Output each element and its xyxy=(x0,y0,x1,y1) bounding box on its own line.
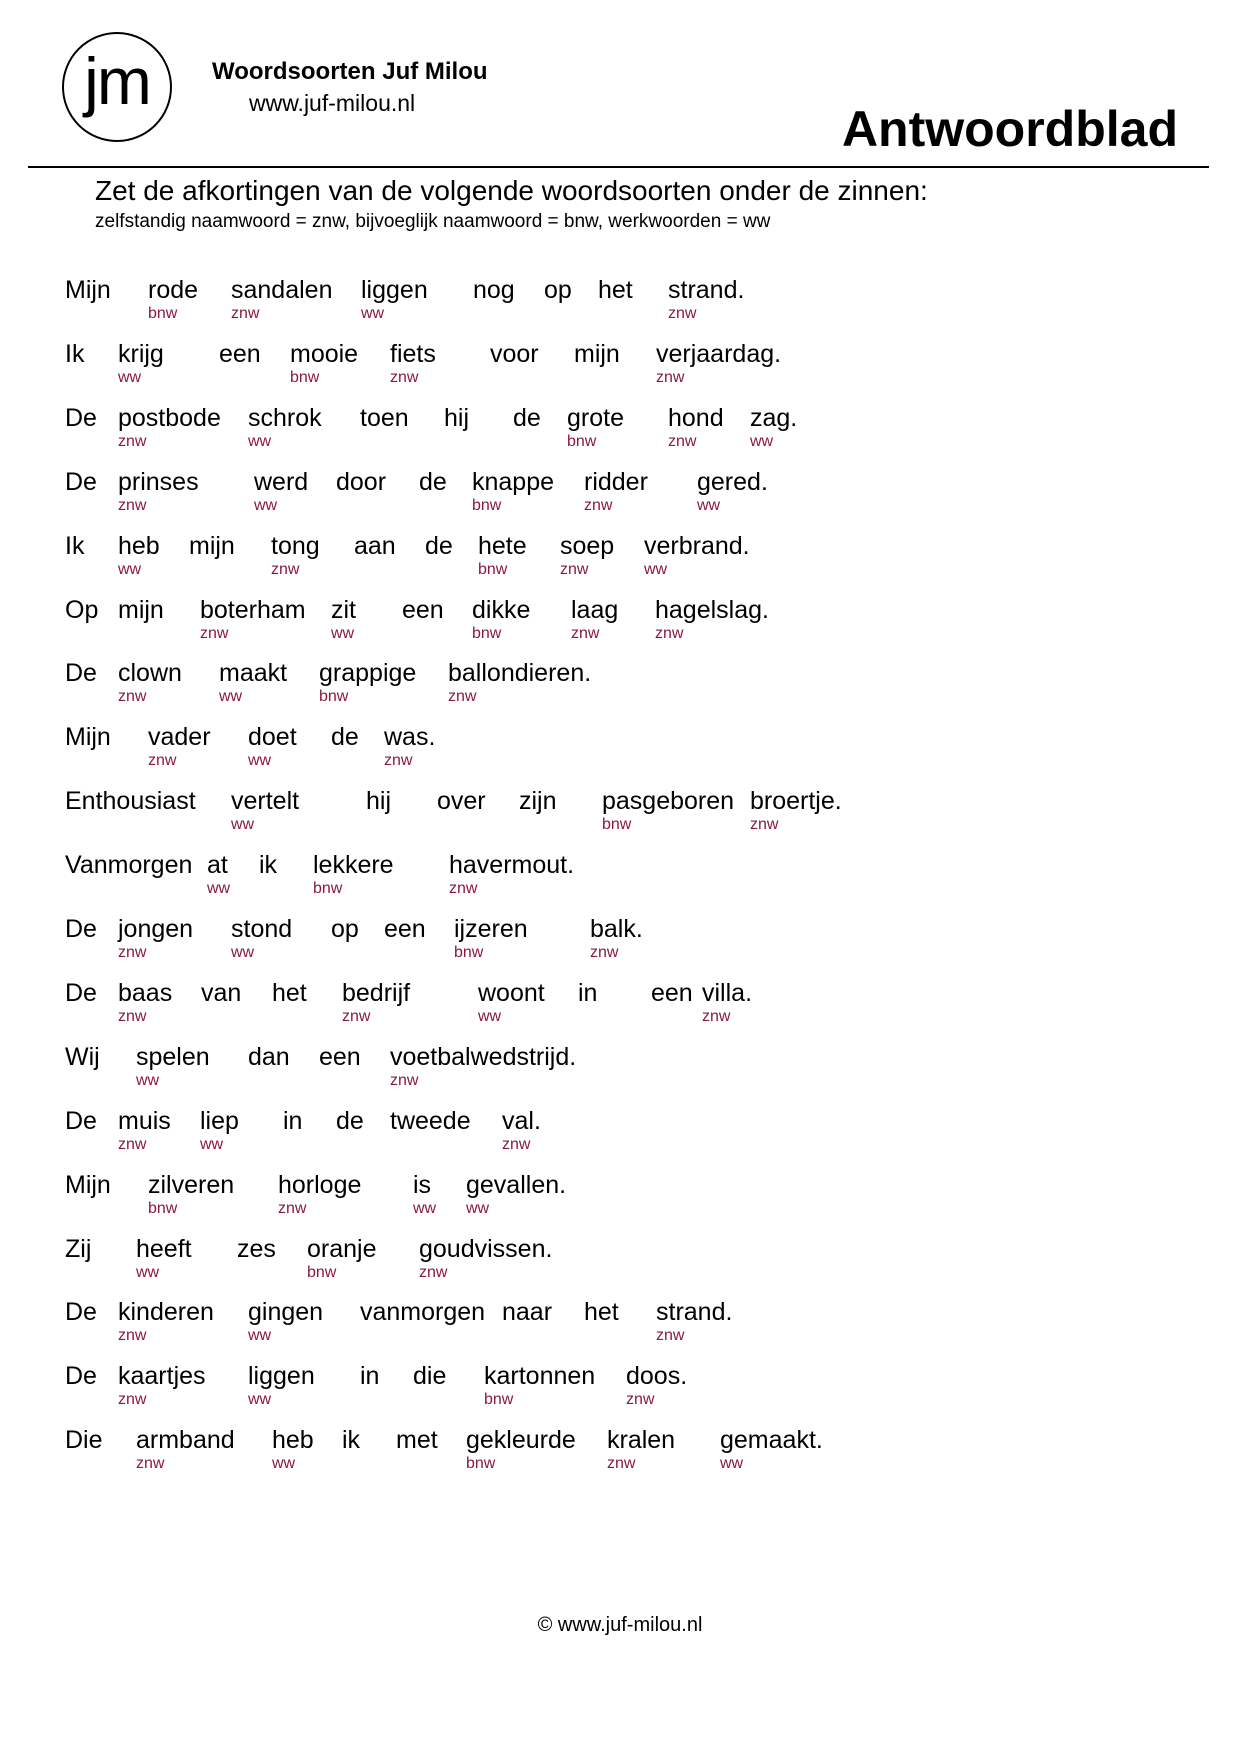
sentence-word: kaartjes xyxy=(118,1362,206,1391)
sentence-word: grappige xyxy=(319,659,417,688)
sentence-word: pasgeboren xyxy=(602,787,735,816)
sentence-word: krijg xyxy=(118,339,164,368)
sentence-word: maakt xyxy=(219,659,288,688)
word-type-answer: bnw xyxy=(148,1199,178,1217)
sentence-word: postbode xyxy=(118,403,221,432)
sentence-word: De xyxy=(65,1298,97,1327)
word-type-answer: bnw xyxy=(567,432,597,450)
sentence-word: door xyxy=(336,467,387,496)
sentence-word: gekleurde xyxy=(466,1426,576,1455)
sentence-word: een xyxy=(384,915,426,943)
sentence-word: verbrand. xyxy=(644,531,750,560)
word-type-answer: znw xyxy=(118,1327,147,1345)
sentence-word: ik xyxy=(259,851,278,880)
sentence-word: mijn xyxy=(574,339,620,368)
sentence-word: laag xyxy=(571,595,619,624)
word-type-answer: ww xyxy=(248,1391,272,1409)
logo-text: jm xyxy=(84,44,150,118)
sentence-word: prinses xyxy=(118,467,199,496)
sentence-word: liep xyxy=(200,1106,239,1135)
sentence-word: ballondieren. xyxy=(448,659,592,688)
word-type-answer: znw xyxy=(668,432,697,450)
sentence-word: stond xyxy=(231,915,293,943)
sentence-word: lekkere xyxy=(313,851,394,880)
word-type-answer: znw xyxy=(118,688,147,706)
word-type-answer: znw xyxy=(118,1007,147,1025)
sheet-title: Antwoordblad xyxy=(841,101,1178,157)
sentence-word: heeft xyxy=(136,1234,192,1263)
sentence-word: jongen xyxy=(118,915,194,943)
sentence-word: op xyxy=(544,276,572,304)
sentence-word: het xyxy=(272,978,307,1007)
sentence-word: het xyxy=(598,276,633,304)
sentence-word: woont xyxy=(478,978,545,1007)
sentence-word: muis xyxy=(118,1106,171,1135)
sentence-word: spelen xyxy=(136,1042,210,1071)
sentence-word: werd xyxy=(254,467,309,496)
word-type-answer: ww xyxy=(118,368,142,386)
word-type-answer: znw xyxy=(448,688,477,706)
word-type-answer: ww xyxy=(136,1071,160,1089)
sentence-word: kinderen xyxy=(118,1298,214,1327)
word-type-answer: znw xyxy=(656,368,685,386)
word-type-answer: ww xyxy=(207,880,231,898)
word-type-answer: znw xyxy=(118,432,147,450)
sentence-word: vader xyxy=(148,723,211,752)
sentence-word: sandalen xyxy=(231,276,333,304)
word-type-answer: znw xyxy=(271,560,300,578)
word-type-answer: ww xyxy=(118,560,142,578)
sentence-word: verjaardag. xyxy=(656,339,782,368)
sentence-word: het xyxy=(584,1298,619,1327)
word-type-answer: bnw xyxy=(472,496,502,514)
header-divider xyxy=(28,166,1209,168)
sentence-word: was. xyxy=(384,723,436,752)
word-type-answer: ww xyxy=(231,944,255,961)
sentence-word: tong xyxy=(271,531,320,560)
sentence-word: horloge xyxy=(278,1170,362,1199)
word-type-answer: znw xyxy=(571,624,600,642)
word-type-answer: znw xyxy=(590,944,619,961)
sentence-word: zilveren xyxy=(148,1170,235,1199)
word-type-answer: znw xyxy=(148,752,177,770)
sentence-word: rode xyxy=(148,276,199,304)
sentence-word: dikke xyxy=(472,595,531,624)
sentence-word: ijzeren xyxy=(454,915,528,943)
sentence-word: Mijn xyxy=(65,1170,111,1199)
word-type-answer: znw xyxy=(419,1263,448,1281)
sentence-word: voor xyxy=(490,339,539,368)
sentence-word: De xyxy=(65,1362,97,1391)
sentence-word: ik xyxy=(342,1426,361,1455)
word-type-answer: bnw xyxy=(313,880,343,898)
sentence-word: De xyxy=(65,1106,97,1135)
sentence-word: over xyxy=(437,787,486,816)
sentence-word: havermout. xyxy=(449,851,575,880)
word-type-answer: znw xyxy=(278,1199,307,1217)
sentence-word: in xyxy=(283,1106,303,1135)
sentence-word: hij xyxy=(444,403,470,432)
word-type-answer: ww xyxy=(254,496,278,514)
word-type-answer: ww xyxy=(248,752,272,770)
word-type-answer: znw xyxy=(626,1391,655,1409)
word-type-answer: ww xyxy=(644,560,668,578)
sentence-word: soep xyxy=(560,531,615,560)
word-type-answer: bnw xyxy=(478,560,508,578)
sentence-word: dan xyxy=(248,1042,290,1071)
sentence-word: gingen xyxy=(248,1298,324,1327)
word-type-answer: znw xyxy=(231,305,260,322)
sentence-word: in xyxy=(360,1362,380,1391)
sentence-word: heb xyxy=(118,531,160,560)
sentence-word: in xyxy=(578,978,598,1007)
word-type-answer: znw xyxy=(118,1135,147,1153)
sentence-word: van xyxy=(201,978,242,1007)
word-type-answer: znw xyxy=(655,624,684,642)
word-type-answer: bnw xyxy=(466,1455,496,1473)
word-type-answer: znw xyxy=(584,496,613,514)
sentence-word: de xyxy=(513,403,541,432)
sentence-word: boterham xyxy=(200,595,306,624)
word-type-answer: ww xyxy=(750,432,774,450)
sentence-word: met xyxy=(396,1426,438,1455)
word-type-answer: ww xyxy=(720,1455,744,1473)
sentence-word: De xyxy=(65,467,97,496)
sentence-word: zit xyxy=(331,595,356,624)
sentence-word: doos. xyxy=(626,1362,688,1391)
sentence-word: de xyxy=(425,531,453,560)
word-type-answer: znw xyxy=(656,1327,685,1345)
sentence-word: zijn xyxy=(519,787,557,816)
sentence-word: hond xyxy=(668,403,724,432)
sentence-word: vertelt xyxy=(231,787,300,816)
word-type-answer: ww xyxy=(466,1199,490,1217)
word-type-answer: bnw xyxy=(484,1391,514,1409)
word-type-answer: znw xyxy=(118,1391,147,1409)
legend: zelfstandig naamwoord = znw, bijvoeglijk naamwoord = bnw, werkwoorden = ww xyxy=(95,211,771,232)
sentence-word: at xyxy=(207,851,228,880)
word-type-answer: znw xyxy=(118,944,147,961)
instruction: Zet de afkortingen van de volgende woordsoorten onder de zinnen: xyxy=(95,175,928,206)
sentence-word: strand. xyxy=(656,1298,733,1327)
sentence-word: oranje xyxy=(307,1234,377,1263)
sentence-word: doet xyxy=(248,723,297,752)
sentence-word: zes xyxy=(237,1234,276,1263)
sentence-word: hij xyxy=(366,787,392,816)
sentence-word: aan xyxy=(354,531,396,560)
sentence-word: Vanmorgen xyxy=(65,851,193,880)
word-type-answer: znw xyxy=(560,560,589,578)
sentence-word: een xyxy=(651,978,693,1007)
word-type-answer: ww xyxy=(248,432,272,450)
word-type-answer: ww xyxy=(413,1199,437,1217)
sentence-word: de xyxy=(331,723,359,752)
word-type-answer: znw xyxy=(668,305,697,322)
sentence-word: Ik xyxy=(65,339,85,368)
sentence-word: hete xyxy=(478,531,527,560)
sentence-word: De xyxy=(65,978,97,1007)
sentence-word: naar xyxy=(502,1298,553,1327)
word-type-answer: znw xyxy=(390,1071,419,1089)
sentence-word: tweede xyxy=(390,1106,471,1135)
sentence-word: armband xyxy=(136,1426,235,1455)
sentence-word: Wij xyxy=(65,1042,100,1071)
word-type-answer: znw xyxy=(200,624,229,642)
word-type-answer: ww xyxy=(478,1007,502,1025)
sentence-word: Mijn xyxy=(65,276,111,304)
sentence-word: die xyxy=(413,1362,447,1391)
word-type-answer: znw xyxy=(384,752,413,770)
sentence-word: een xyxy=(402,595,444,624)
website-link[interactable]: www.juf-milou.nl xyxy=(249,90,416,116)
sentence-word: nog xyxy=(473,276,515,304)
sentence-word: val. xyxy=(502,1106,541,1135)
sentence-word: Mijn xyxy=(65,723,111,752)
word-type-answer: znw xyxy=(390,368,419,386)
brand-name: Woordsoorten Juf Milou xyxy=(212,58,488,85)
sentence-word: grote xyxy=(567,403,624,432)
word-type-answer: znw xyxy=(750,816,779,834)
word-type-answer: bnw xyxy=(602,816,632,834)
sentence-word: liggen xyxy=(361,276,428,304)
footer-copyright: © www.juf-milou.nl xyxy=(537,1614,703,1636)
word-type-answer: ww xyxy=(331,624,355,642)
sentence-word: mijn xyxy=(189,531,235,560)
word-type-answer: bnw xyxy=(472,624,502,642)
sentence-word: knappe xyxy=(472,467,555,496)
word-type-answer: ww xyxy=(136,1263,160,1281)
sentence-word: een xyxy=(319,1042,361,1071)
sentence-word: clown xyxy=(118,659,182,688)
word-type-answer: ww xyxy=(219,688,243,706)
word-type-answer: bnw xyxy=(148,305,178,322)
word-type-answer: ww xyxy=(272,1455,296,1473)
sentence-word: Die xyxy=(65,1426,103,1455)
sentence-word: een xyxy=(219,339,261,368)
sentence-word: broertje. xyxy=(750,787,842,816)
word-type-answer: znw xyxy=(449,880,478,898)
word-type-answer: ww xyxy=(200,1135,224,1153)
sentence-word: zag. xyxy=(750,403,798,432)
sentence-word: fiets xyxy=(390,339,436,368)
word-type-answer: ww xyxy=(231,816,255,834)
sentence-word: strand. xyxy=(668,276,745,304)
sentence-word: op xyxy=(331,915,359,943)
sentence-word: kartonnen xyxy=(484,1362,596,1391)
sentence-word: schrok xyxy=(248,403,322,432)
sentence-word: Ik xyxy=(65,531,85,560)
word-type-answer: znw xyxy=(118,496,147,514)
word-type-answer: bnw xyxy=(307,1263,337,1281)
sentence-word: De xyxy=(65,403,97,432)
word-type-answer: znw xyxy=(342,1007,371,1025)
sentence-word: Zij xyxy=(65,1234,92,1263)
sentence-word: bedrijf xyxy=(342,978,411,1007)
sentence-word: kralen xyxy=(607,1426,676,1455)
sentence-word: De xyxy=(65,915,97,943)
sentence-word: voetbalwedstrijd. xyxy=(390,1042,577,1071)
word-type-answer: znw xyxy=(702,1007,731,1025)
word-type-answer: bnw xyxy=(454,944,484,961)
sentence-word: balk. xyxy=(590,915,643,943)
word-type-answer: bnw xyxy=(290,368,320,386)
sentence-word: is xyxy=(413,1170,432,1199)
sentence-word: baas xyxy=(118,978,173,1007)
sentence-word: villa. xyxy=(702,978,753,1007)
word-type-answer: znw xyxy=(136,1455,165,1473)
logo xyxy=(62,32,172,142)
sentence-word: De xyxy=(65,659,97,688)
sentence-word: de xyxy=(419,467,447,496)
word-type-answer: bnw xyxy=(319,688,349,706)
sentence-word: ridder xyxy=(584,467,648,496)
sentence-word: mijn xyxy=(118,595,164,624)
sentence-word: gemaakt. xyxy=(720,1426,823,1455)
word-type-answer: ww xyxy=(248,1327,272,1345)
sentence-word: Op xyxy=(65,595,99,624)
sentence-word: de xyxy=(336,1106,364,1135)
sentence-word: toen xyxy=(360,403,409,432)
sentence-word: gered. xyxy=(697,467,768,496)
sentence-word: heb xyxy=(272,1426,314,1455)
sentence-word: gevallen. xyxy=(466,1170,567,1199)
sentence-word: Enthousiast xyxy=(65,787,196,816)
sentence-word: vanmorgen xyxy=(360,1298,486,1327)
sentence-word: goudvissen. xyxy=(419,1234,553,1263)
word-type-answer: znw xyxy=(502,1135,531,1153)
sentence-word: liggen xyxy=(248,1362,315,1391)
sentence-word: hagelslag. xyxy=(655,595,769,624)
sentence-word: mooie xyxy=(290,339,359,368)
word-type-answer: znw xyxy=(607,1455,636,1473)
word-type-answer: ww xyxy=(361,305,385,322)
word-type-answer: ww xyxy=(697,496,721,514)
